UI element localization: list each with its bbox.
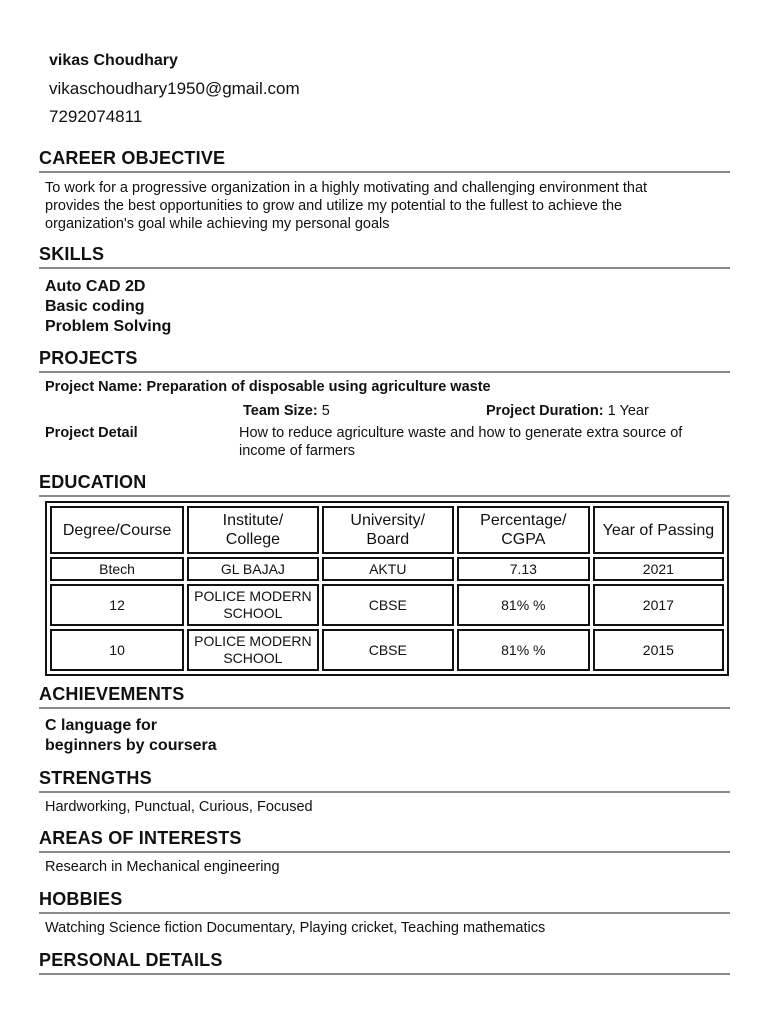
section-title-projects: PROJECTS [39, 348, 730, 373]
project-detail-line: How to reduce agriculture waste and how to generate extra source of [239, 425, 683, 441]
section-title-achievements: ACHIEVEMENTS [39, 684, 730, 709]
education-cell-percentage: 7.13 [457, 557, 590, 581]
project-detail-label: Project Detail [45, 425, 138, 441]
education-header-row [50, 506, 724, 554]
areas-of-interests-text: Research in Mechanical engineering [45, 859, 280, 875]
education-cell-year: 2015 [593, 629, 724, 671]
section-title-career-objective: CAREER OBJECTIVE [39, 148, 730, 173]
section-title-strengths: STRENGTHS [39, 768, 730, 793]
career-objective-line: provides the best opportunities to grow and utilize my potential to the fullest to achieve the [45, 198, 623, 214]
education-cell-institute: GL BAJAJ [187, 557, 319, 581]
education-cell-year: 2021 [593, 557, 724, 581]
duration-value: 1 Year [607, 403, 649, 419]
candidate-name: vikas Choudhary [49, 52, 178, 69]
education-cell-board: AKTU [322, 557, 454, 581]
strengths-text: Hardworking, Punctual, Curious, Focused [45, 799, 313, 815]
duration-label: Project Duration: [486, 403, 604, 419]
project-name: Preparation of disposable using agriculture waste [146, 379, 491, 395]
education-cell-degree: 12 [50, 584, 184, 626]
education-header-cell: Year of Passing [593, 506, 724, 554]
career-objective-text [45, 179, 735, 233]
education-cell-percentage: 81% % [457, 629, 590, 671]
skill-item: Auto CAD 2D [45, 278, 146, 295]
education-header-cell: University/ Board [322, 506, 454, 554]
education-cell-percentage: 81% % [457, 584, 590, 626]
section-title-hobbies: HOBBIES [39, 889, 730, 914]
achievements-list [45, 716, 217, 756]
team-size-value: 5 [321, 403, 330, 419]
career-objective-line: organization's goal while achieving my personal goals [45, 216, 390, 232]
career-objective-line: To work for a progressive organization in a highly motivating and challenging environment that [45, 180, 648, 196]
project-name-row [45, 378, 491, 396]
project-detail-text [239, 424, 734, 460]
project-duration [486, 403, 649, 419]
section-title-skills: SKILLS [39, 244, 730, 269]
education-cell-board: CBSE [322, 584, 454, 626]
candidate-phone: 7292074811 [49, 107, 143, 126]
education-table [45, 501, 729, 676]
education-cell-year: 2017 [593, 584, 724, 626]
education-header-cell: Percentage/ CGPA [457, 506, 590, 554]
education-cell-board: CBSE [322, 629, 454, 671]
project-detail-line: income of farmers [239, 443, 356, 459]
skill-item: Basic coding [45, 298, 145, 315]
education-header-cell: Institute/ College [187, 506, 319, 554]
candidate-email: vikaschoudhary1950@gmail.com [49, 79, 300, 98]
hobbies-text: Watching Science fiction Documentary, Playing cricket, Teaching mathematics [45, 920, 546, 936]
skills-list [45, 277, 171, 337]
section-title-areas-of-interests: AREAS OF INTERESTS [39, 828, 730, 853]
education-cell-institute: POLICE MODERN SCHOOL [187, 629, 319, 671]
education-header-cell: Degree/Course [50, 506, 184, 554]
team-size-label: Team Size: [243, 403, 318, 419]
education-cell-institute: POLICE MODERN SCHOOL [187, 584, 319, 626]
achievement-line: beginners by coursera [45, 737, 217, 754]
project-team-size [243, 403, 330, 419]
section-title-personal-details: PERSONAL DETAILS [39, 950, 730, 975]
education-cell-degree: Btech [50, 557, 184, 581]
education-cell-degree: 10 [50, 629, 184, 671]
education-row [50, 557, 724, 581]
project-name-label: Project Name: [45, 379, 143, 395]
education-row [50, 584, 724, 626]
education-row [50, 629, 724, 671]
skill-item: Problem Solving [45, 318, 172, 335]
achievement-line: C language for [45, 717, 158, 734]
section-title-education: EDUCATION [39, 472, 730, 497]
